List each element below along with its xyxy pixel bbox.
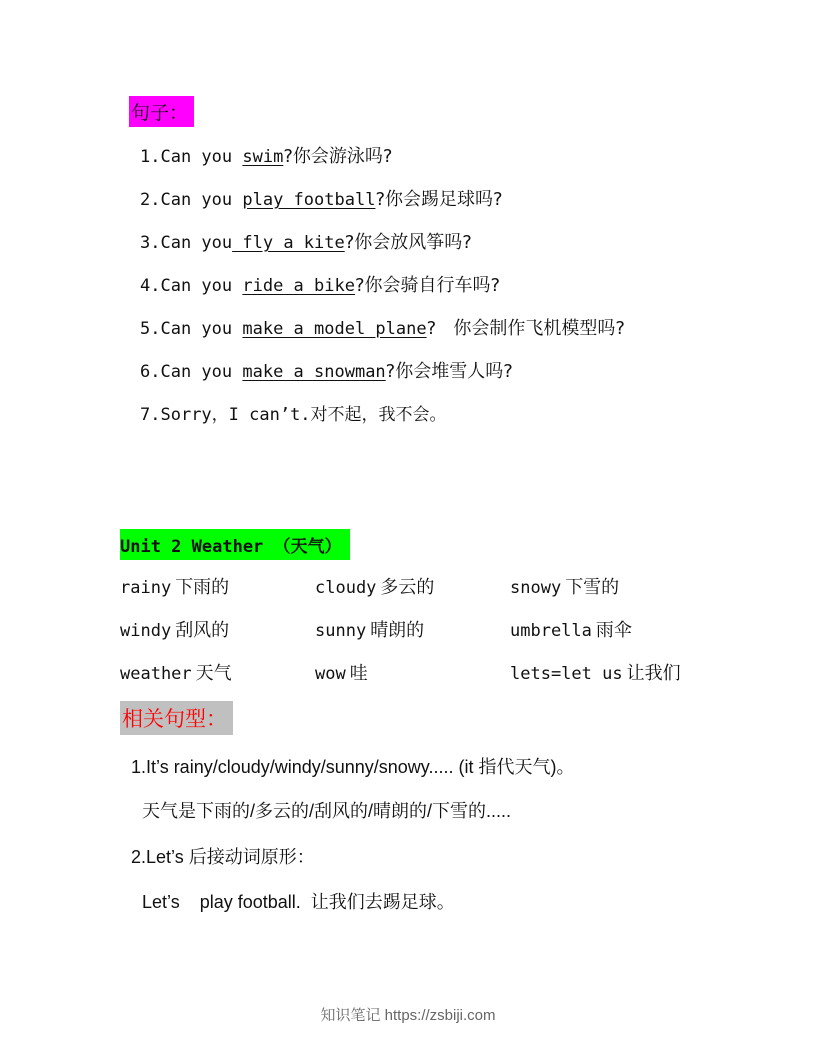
vocab-zh: 下雨的 [175,577,230,598]
pattern-line-4: Let’s play football. 让我们去踢足球。 [142,892,455,912]
sentence-phrase: swim [242,147,284,167]
sentence-phrase: fly a kite [232,233,345,253]
sentence-number: 1. [140,147,161,167]
sentence-number: 4. [140,276,161,296]
vocab-en: snowy [510,578,562,598]
vocab-item [510,616,632,642]
sentence-2 [140,185,503,211]
sentence-number: 2. [140,190,161,210]
vocab-item [120,616,229,642]
vocab-item [315,659,368,685]
vocab-en: windy [120,621,172,641]
sentence-prefix: Can you [160,276,243,296]
pattern-line-1: 1.It’s rainy/cloudy/windy/sunny/snowy..... (it 指代天气)。 [131,757,575,777]
sentence-translation: ? 你会制作飞机模型吗? [426,318,625,339]
vocab-item [120,659,232,685]
sentence-prefix: Can you [160,190,243,210]
sentence-number: 3. [140,233,161,253]
vocab-en: umbrella [510,621,592,641]
vocab-zh: 让我们 [626,663,681,684]
sentence-phrase: ride a bike [242,276,355,296]
sentence-5 [140,314,625,340]
sentence-7 [140,400,447,425]
vocab-zh: 晴朗的 [370,620,425,641]
sentence-translation: ?你会放风筝吗? [344,232,472,253]
unit-heading: Unit 2 Weather （天气） [120,529,350,560]
pattern-line-3: 2.Let’s 后接动词原形： [131,847,315,867]
page-footer: 知识笔记 https://zsbiji.com [320,1007,496,1024]
sentence-text: Sorry，I can’t.对不起，我不会。 [160,405,447,425]
vocab-en: rainy [120,578,172,598]
sentence-number: 6. [140,362,161,382]
vocab-item [315,573,434,599]
sentence-translation: ?你会游泳吗? [283,146,393,167]
sentence-prefix: Can you [160,233,233,253]
pattern-line-2: 天气是下雨的/多云的/刮风的/晴朗的/下雪的..... [142,801,512,821]
sentence-6 [140,357,513,383]
sentence-4 [140,271,500,297]
vocab-en: sunny [315,621,367,641]
patterns-heading: 相关句型： [120,701,233,735]
sentence-prefix: Can you [160,319,243,339]
vocab-en: lets=let us [510,664,623,684]
sentence-phrase: make a model plane [242,319,427,339]
vocab-item [315,616,424,642]
vocab-zh: 多云的 [380,577,435,598]
vocab-zh: 刮风的 [175,620,230,641]
sentence-phrase: play football [242,190,376,210]
sentence-number: 5. [140,319,161,339]
sentence-translation: ?你会踢足球吗? [375,189,503,210]
vocab-item [510,573,619,599]
vocab-zh: 雨伞 [595,620,632,641]
vocab-en: cloudy [315,578,377,598]
sentence-prefix: Can you [160,147,243,167]
sentence-translation: ?你会骑自行车吗? [354,275,501,296]
vocab-zh: 哇 [349,663,368,684]
vocab-en: weather [120,664,192,684]
sentence-3 [140,228,472,254]
vocab-zh: 下雪的 [565,577,620,598]
sentence-number: 7. [140,405,161,425]
sentence-translation: ?你会堆雪人吗? [385,361,513,382]
sentences-heading: 句子： [129,96,194,127]
sentence-1 [140,142,392,168]
vocab-item [510,659,681,685]
vocab-zh: 天气 [195,663,232,684]
sentence-phrase: make a snowman [242,362,386,382]
vocab-en: wow [315,664,346,684]
vocab-item [120,573,229,599]
sentence-prefix: Can you [160,362,243,382]
